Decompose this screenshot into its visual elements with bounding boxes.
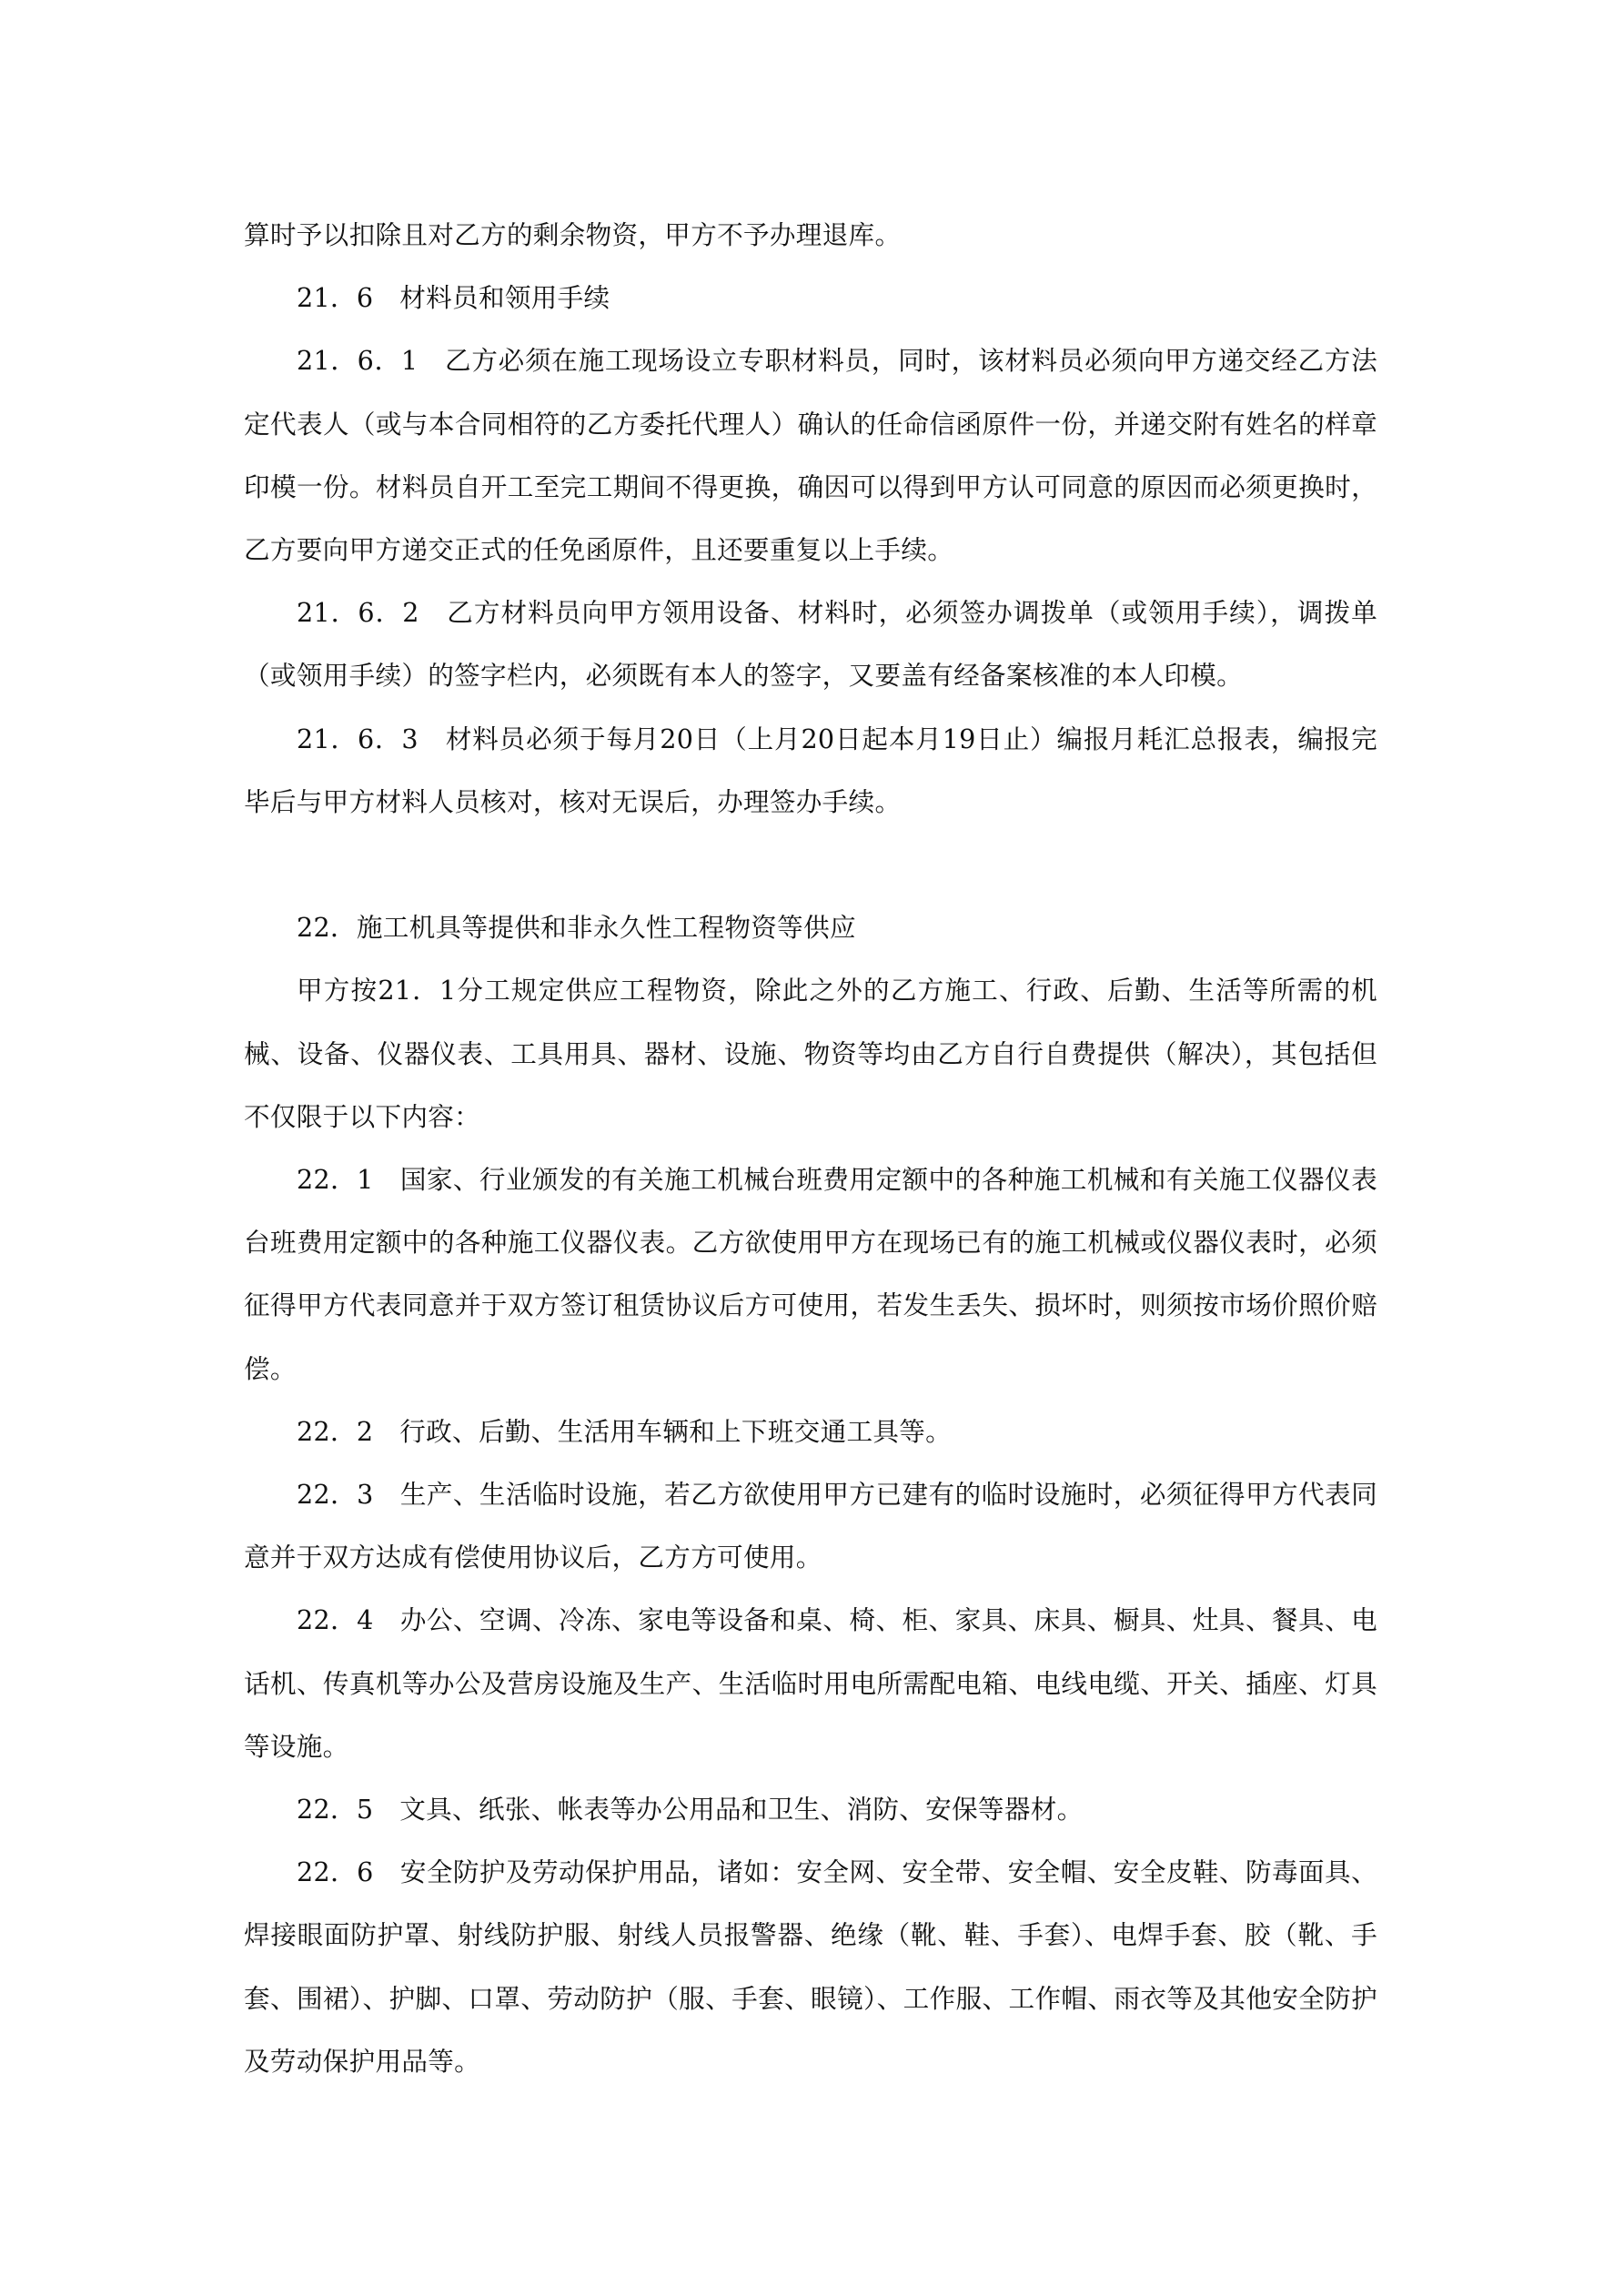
clause-22-4: 22．4 办公、空调、冷冻、家电等设备和桌、椅、柜、家具、床具、橱具、灶具、餐具、电话机、传真机等办公及营房设施及生产、生活临时用电所需配电箱、电线电缆、开关、插座、灯具等设施。 (244, 1604, 1377, 1762)
clause-22-1: 22．1 国家、行业颁发的有关施工机械台班费用定额中的各种施工机械和有关施工仪器仪表台班费用定额中的各种施工仪器仪表。乙方欲使用甲方在现场已有的施工机械或仪器仪表时，必须征得甲方代表同意并于双方签订租赁协议后方可使用，若发生丢失、损坏时，则须按市场价照价赔偿。 (244, 1164, 1377, 1384)
clause-22-3: 22．3 生产、生活临时设施，若乙方欲使用甲方已建有的临时设施时，必须征得甲方代表同意并于双方达成有偿使用协议后，乙方方可使用。 (244, 1479, 1377, 1573)
clause-22-5: 22．5 文具、纸张、帐表等办公用品和卫生、消防、安保等器材。 (297, 1794, 1084, 1826)
clause-22-2: 22．2 行政、后勤、生活用车辆和上下班交通工具等。 (297, 1415, 953, 1447)
section-heading-21-6: 21．6 材料员和领用手续 (297, 282, 610, 314)
clause-22-6: 22．6 安全防护及劳动保护用品，诸如：安全网、安全带、安全帽、安全皮鞋、防毒面具、焊接眼面防护罩、射线防护服、射线人员报警器、绝缘（靴、鞋、手套）、电焊手套、胶（靴、手套、围裙）、护脚、口罩、劳动防护（服、手套、眼镜）、工作服、工作帽、雨衣等及其他安全防护及劳动保护用品等。 (244, 1856, 1377, 2077)
section-22-intro: 甲方按21．1分工规定供应工程物资，除此之外的乙方施工、行政、后勤、生活等所需的机械、设备、仪器仪表、工具用具、器材、设施、物资等均由乙方自行自费提供（解决），其包括但不仅限于以下内容： (244, 975, 1377, 1132)
document-page (244, 204, 1377, 2093)
clause-21-6-2: 21．6．2 乙方材料员向甲方领用设备、材料时，必须签办调拨单（或领用手续），调拨单（或领用手续）的签字栏内，必须既有本人的签字，又要盖有经备案核准的本人印模。 (244, 597, 1377, 692)
clause-21-6-3: 21．6．3 材料员必须于每月20日（上月20日起本月19日止）编报月耗汇总报表，编报完毕后与甲方材料人员核对，核对无误后，办理签办手续。 (244, 723, 1377, 817)
section-heading-22: 22．施工机具等提供和非永久性工程物资等供应 (297, 912, 856, 944)
section-spacer (244, 834, 1377, 896)
paragraph-continuation: 算时予以扣除且对乙方的剩余物资，甲方不予办理退库。 (244, 219, 902, 250)
clause-21-6-1: 21．6．1 乙方必须在施工现场设立专职材料员，同时，该材料员必须向甲方递交经乙方法定代表人（或与本合同相符的乙方委托代理人）确认的任命信函原件一份，并递交附有姓名的样章印模一份。材料员自开工至完工期间不得更换，确因可以得到甲方认可同意的原因而必须更换时，乙方要向甲方递交正式的任免函原件，且还要重复以上手续。 (244, 345, 1377, 566)
